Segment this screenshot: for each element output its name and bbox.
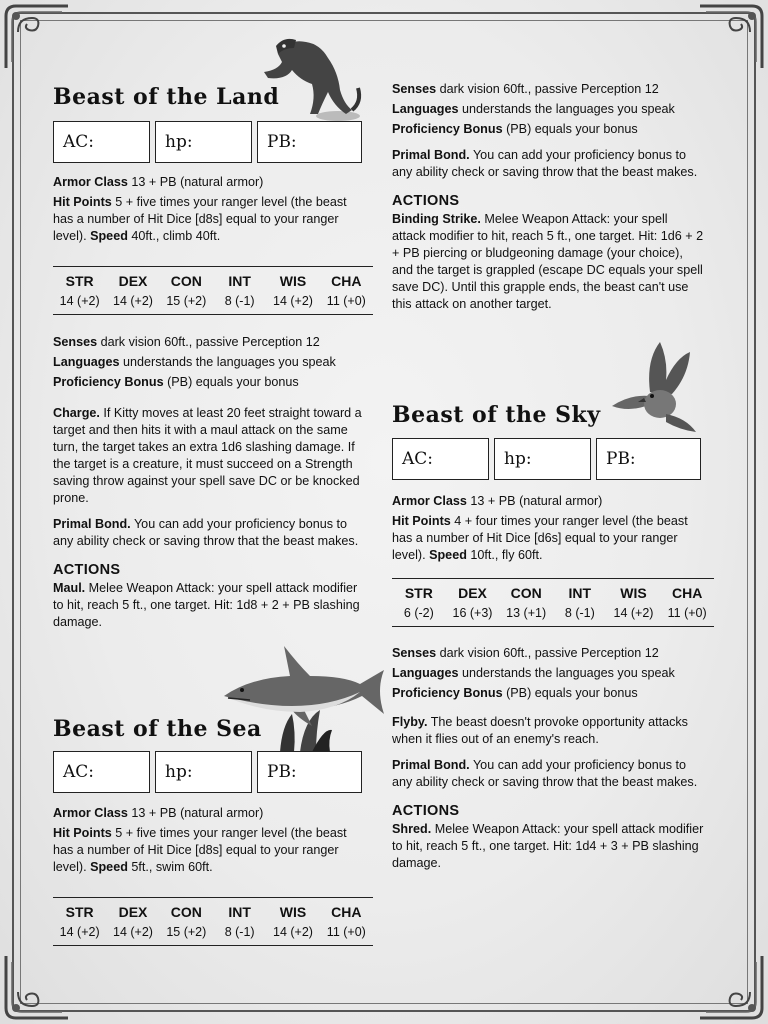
sea-hp-field[interactable]: hp: bbox=[155, 751, 252, 793]
shred-text: Melee Weapon Attack: your spell attack modifier to hit, reach 5 ft., one target. Hit: 1d4 + 3 + PB slashing damage. bbox=[392, 822, 704, 870]
land-stat-boxes bbox=[53, 121, 365, 163]
maul-text: Melee Weapon Attack: your spell attack modifier to hit, reach 5 ft., one target. Hit: 1d8 + 2 + PB slashing damage. bbox=[53, 581, 360, 629]
sea-ability-table bbox=[53, 897, 365, 946]
shred-label: Shred. bbox=[392, 822, 432, 836]
land-r-primal-label: Primal Bond. bbox=[392, 148, 470, 162]
ability-value: 8 (-1) bbox=[224, 294, 255, 308]
sky-languages-label: Languages bbox=[392, 666, 459, 680]
ability-value: 14 (+2) bbox=[613, 606, 654, 620]
charge-label: Charge. bbox=[53, 406, 100, 420]
ability-value: 8 (-1) bbox=[224, 925, 255, 939]
sky-senses-block bbox=[392, 645, 704, 702]
ability-value: 15 (+2) bbox=[166, 294, 207, 308]
land-features bbox=[53, 405, 365, 631]
binding-strike-text: Melee Weapon Attack: your spell attack modifier to hit, reach 5 ft., one target. Hit: 1d6 + 2 + PB piercing or bludgeoning damage (your choice), and the target is grappled (escape DC equals your spell save DC). Until this grapple ends, the beast can't use this attack on another target. bbox=[392, 212, 704, 311]
sky-primal-text: You can add your proficiency bonus to any ability check or saving throw that the beast makes. bbox=[392, 758, 698, 789]
ability-value: 16 (+3) bbox=[452, 606, 493, 620]
ability-value: 14 (+2) bbox=[273, 294, 313, 308]
land-r-languages-text: understands the languages you speak bbox=[458, 102, 675, 116]
land-senses-label: Senses bbox=[53, 335, 98, 349]
land-ac-field[interactable]: AC: bbox=[53, 121, 150, 163]
sea-stat-boxes bbox=[53, 751, 365, 793]
sky-stat-boxes bbox=[392, 438, 704, 480]
sea-speed-text: 5ft., swim 60ft. bbox=[127, 860, 213, 874]
land-r-actions-heading: ACTIONS bbox=[392, 193, 460, 209]
land-pb-field[interactable]: PB: bbox=[257, 121, 362, 163]
sky-languages-text: understands the languages you speak bbox=[458, 666, 675, 680]
ability-header: DEX bbox=[458, 585, 487, 601]
sky-primal-label: Primal Bond. bbox=[392, 758, 470, 772]
ability-header: CHA bbox=[331, 904, 362, 920]
ability-header: INT bbox=[568, 585, 592, 601]
land-prof-label: Proficiency Bonus bbox=[53, 375, 164, 389]
ability-header: CHA bbox=[671, 585, 703, 601]
land-title: Beast of the Land bbox=[53, 84, 280, 110]
flyby-text: The beast doesn't provoke opportunity attacks when it flies out of an enemy's reach. bbox=[392, 715, 688, 746]
ability-value: 11 (+0) bbox=[326, 294, 366, 308]
ability-header: INT bbox=[228, 904, 251, 920]
sky-hp-text: 4 + four times your ranger level (the beast has a number of Hit Dice [d6s] equal to your ranger level). bbox=[392, 514, 688, 562]
land-speed-label: Speed bbox=[90, 229, 128, 243]
sky-speed-text: 10ft., fly 60ft. bbox=[466, 548, 543, 562]
ability-header: WIS bbox=[279, 273, 307, 289]
sea-speed-label: Speed bbox=[90, 860, 128, 874]
sea-armor-text: 13 + PB (natural armor) bbox=[127, 806, 264, 820]
ability-value: 6 (-2) bbox=[403, 606, 434, 620]
ability-header: STR bbox=[65, 904, 94, 920]
sky-speed-label: Speed bbox=[429, 548, 467, 562]
land-r-senses-text: dark vision 60ft., passive Perception 12 bbox=[436, 82, 659, 96]
land-languages-label: Languages bbox=[53, 355, 120, 369]
ability-header: WIS bbox=[279, 904, 307, 920]
ability-header: CHA bbox=[331, 273, 362, 289]
land-r-primal-text: You can add your proficiency bonus to any ability check or saving throw that the beast makes. bbox=[392, 148, 698, 179]
ability-header: DEX bbox=[118, 273, 148, 289]
land-armor-text: 13 + PB (natural armor) bbox=[127, 175, 264, 189]
land-continued-block bbox=[392, 81, 704, 313]
land-r-senses-label: Senses bbox=[392, 82, 437, 96]
sky-actions-heading: ACTIONS bbox=[392, 803, 460, 819]
sky-defense-block bbox=[392, 493, 704, 564]
ability-value: 14 (+2) bbox=[59, 294, 100, 308]
land-r-prof-label: Proficiency Bonus bbox=[392, 122, 503, 136]
land-hp-text: 5 + five times your ranger level (the beast has a number of Hit Dice [d8s] equal to your ranger level). bbox=[53, 195, 347, 243]
land-languages-text: understands the languages you speak bbox=[119, 355, 336, 369]
land-senses-text: dark vision 60ft., passive Perception 12 bbox=[97, 335, 320, 349]
sea-defense-block bbox=[53, 805, 365, 876]
land-defense-block bbox=[53, 174, 365, 245]
sky-senses-text: dark vision 60ft., passive Perception 12 bbox=[436, 646, 659, 660]
ornamental-corner-icon bbox=[2, 2, 72, 72]
sky-header bbox=[392, 402, 704, 428]
sea-header bbox=[53, 716, 365, 742]
sky-armor-text: 13 + PB (natural armor) bbox=[466, 494, 603, 508]
land-primal-label: Primal Bond. bbox=[53, 517, 131, 531]
land-actions-heading: ACTIONS bbox=[53, 562, 121, 578]
ability-header: CON bbox=[170, 273, 202, 289]
land-armor-label: Armor Class bbox=[53, 175, 128, 189]
ability-value: 8 (-1) bbox=[564, 606, 595, 620]
land-r-languages-label: Languages bbox=[392, 102, 459, 116]
sky-ability-table bbox=[392, 578, 707, 627]
ability-value: 14 (+2) bbox=[59, 925, 100, 939]
sea-hp-text: 5 + five times your ranger level (the beast has a number of Hit Dice [d8s] equal to your ranger level). bbox=[53, 826, 347, 874]
land-senses-block bbox=[53, 334, 365, 391]
ability-value: 14 (+2) bbox=[273, 925, 313, 939]
land-primal-text: You can add your proficiency bonus to any ability check or saving throw that the beast makes. bbox=[53, 517, 359, 548]
ornamental-corner-icon bbox=[696, 952, 766, 1022]
maul-label: Maul. bbox=[53, 581, 86, 595]
ability-header: CON bbox=[510, 585, 542, 601]
sea-hp-label: Hit Points bbox=[53, 826, 112, 840]
sea-pb-field[interactable]: PB: bbox=[257, 751, 362, 793]
ability-value: 13 (+1) bbox=[506, 606, 547, 620]
sky-features bbox=[392, 714, 704, 872]
ability-value: 14 (+2) bbox=[113, 925, 153, 939]
sky-hp-label: Hit Points bbox=[392, 514, 451, 528]
sea-ac-field[interactable]: AC: bbox=[53, 751, 150, 793]
ability-header: CON bbox=[170, 904, 202, 920]
sea-armor-label: Armor Class bbox=[53, 806, 128, 820]
sky-hp-field[interactable]: hp: bbox=[494, 438, 591, 480]
ability-value: 11 (+0) bbox=[667, 606, 707, 620]
sky-senses-label: Senses bbox=[392, 646, 437, 660]
binding-strike-label: Binding Strike. bbox=[392, 212, 481, 226]
sky-pb-field[interactable]: PB: bbox=[596, 438, 701, 480]
sky-title: Beast of the Sky bbox=[392, 402, 601, 428]
land-hp-label: Hit Points bbox=[53, 195, 112, 209]
sea-title: Beast of the Sea bbox=[53, 716, 262, 742]
land-hp-field[interactable]: hp: bbox=[155, 121, 252, 163]
land-speed-text: 40ft., climb 40ft. bbox=[127, 229, 221, 243]
sky-prof-label: Proficiency Bonus bbox=[392, 686, 503, 700]
land-header bbox=[53, 84, 365, 110]
ability-header: STR bbox=[404, 585, 433, 601]
ability-header: INT bbox=[228, 273, 251, 289]
land-prof-text: (PB) equals your bonus bbox=[163, 375, 299, 389]
sky-ac-field[interactable]: AC: bbox=[392, 438, 489, 480]
sky-armor-label: Armor Class bbox=[392, 494, 467, 508]
land-ability-table bbox=[53, 266, 365, 315]
ornamental-corner-icon bbox=[2, 952, 72, 1022]
ability-header: DEX bbox=[118, 904, 148, 920]
ability-header: STR bbox=[65, 273, 94, 289]
ability-value: 11 (+0) bbox=[326, 925, 366, 939]
flyby-label: Flyby. bbox=[392, 715, 428, 729]
ornamental-corner-icon bbox=[696, 2, 766, 72]
ability-header: WIS bbox=[620, 585, 647, 601]
land-r-prof-text: (PB) equals your bonus bbox=[502, 122, 638, 136]
ability-value: 14 (+2) bbox=[113, 294, 153, 308]
sky-prof-text: (PB) equals your bonus bbox=[502, 686, 638, 700]
charge-text: If Kitty moves at least 20 feet straight toward a target and then hits it with a maul attack on the same turn, the target takes an extra 1d6 slashing damage. If the target is a creature, it must succeed on a Strength saving throw against your spell save DC or be knocked prone. bbox=[53, 406, 362, 505]
ability-value: 15 (+2) bbox=[166, 925, 207, 939]
